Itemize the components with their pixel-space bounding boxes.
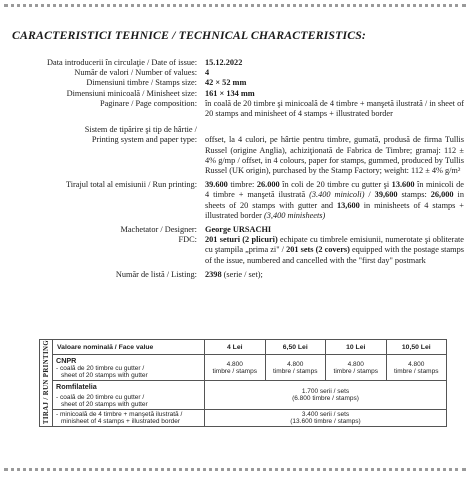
spec-value: 39.600 timbre: 26.000 în coli de 20 timbre cu gutter şi 13.600 în minicoli de 4 timbre + manşetă ilustrată (3.400 minicoli) / 39,600 stamps: 26,000 in sheets of 20 stamps with gutter and 13,600 in minisheets of 4 stamps + illustrated border (3,400 minisheets)	[205, 180, 464, 220]
spec-row-listing	[8, 270, 464, 280]
spec-label: Machetator / Designer:	[120, 225, 197, 235]
table-row	[40, 355, 447, 381]
table-row	[40, 381, 447, 394]
spec-label: FDC:	[178, 235, 197, 245]
spec-row-values	[8, 68, 464, 78]
spec-value: George URSACHI	[205, 225, 272, 235]
spec-value: offset, la 4 culori, pe hârtie pentru timbre, gumată, produsă de firma Tullis Russel (origine Anglia), achiziţionată de Fabrica de Timbre; gramaj: 112 ± 4% g/mp / offset, in 4 colours, paper for stamps, gummed, produced by Tullis Russel (UK origin), purchased by the Stamp Factory; weight: 112 ± 4% g/m²	[205, 135, 464, 176]
spec-value: 42 × 52 mm	[205, 78, 247, 88]
spec-row-page-composition	[8, 99, 464, 119]
romfilatelia-sheet-desc: - coală de 20 timbre cu gutter / sheet of 20 stamps with gutter	[53, 393, 205, 410]
spec-label: Data introducerii în circulaţie / Date of issue:	[47, 58, 197, 67]
spec-label: Tirajul total al emisiunii / Run printing:	[65, 180, 197, 190]
table-header-row	[40, 340, 447, 355]
spec-row-stamp-size	[8, 78, 464, 88]
table-cell: 4.800 timbre / stamps	[265, 355, 326, 381]
value-header: 6,50 Lei	[265, 340, 326, 355]
page-title: CARACTERISTICI TEHNICE / TECHNICAL CHARACTERISTICS:	[12, 28, 367, 42]
spec-label: Număr de listă / Listing:	[115, 269, 197, 279]
top-dotted-border	[4, 4, 466, 7]
spec-value: în coală de 20 timbre şi minicoală de 4 timbre + manşetă ilustrată / in sheet of 20 stamps and minisheet of 4 stamps + illustrated border	[205, 98, 464, 119]
spec-label: Sistem de tipărire şi tip de hârtie /	[84, 125, 197, 135]
bottom-dotted-border	[4, 468, 466, 471]
table-row	[40, 410, 447, 427]
spec-label: Paginare / Page composition:	[99, 98, 197, 108]
value-header: 10,50 Lei	[386, 340, 447, 355]
table-cell: 4.800 timbre / stamps	[326, 355, 387, 381]
spec-value: 201 seturi (2 plicuri) echipate cu timbrele emisiunii, numerotate şi obliterate cu ştampila „prima zi" / 201 sets (2 covers) equipped with the postage stamps of the issue, numbered and cancelled with the "first day" postmark	[205, 235, 464, 265]
spec-row-minisheet-size	[8, 89, 464, 99]
spec-row-designer	[8, 225, 464, 235]
spec-row-fdc	[8, 235, 464, 266]
table-cell: 4.800 timbre / stamps	[386, 355, 447, 381]
spec-row-date	[8, 58, 464, 68]
spec-label: Număr de valori / Number of values:	[74, 68, 197, 78]
spec-label: Printing system and paper type:	[91, 135, 197, 145]
face-value-header: Valoare nominală / Face value	[53, 340, 205, 355]
cnpr-desc: - coală de 20 timbre cu gutter /	[56, 365, 145, 372]
table-cell: 3.400 serii / sets (13.600 timbre / stamps)	[205, 410, 447, 427]
run-printing-table	[39, 339, 447, 444]
value-header: 10 Lei	[326, 340, 387, 355]
value-header: 4 Lei	[205, 340, 266, 355]
spec-row-printing	[8, 135, 464, 176]
spec-value: 2398 (serie / set);	[205, 269, 263, 279]
side-label: TIRAJ / RUN PRINTING	[42, 340, 50, 425]
spec-label: Dimensiuni timbre / Stamps size:	[86, 78, 197, 88]
cnpr-desc-en: sheet of 20 stamps with gutter	[61, 372, 148, 379]
side-label-cell	[40, 340, 53, 427]
table-cell: 1.700 serii / sets (6.800 timbre / stamps)	[205, 381, 447, 410]
spec-row-printing-label	[8, 125, 464, 135]
cnpr-title: CNPR	[56, 356, 77, 365]
spec-row-run-printing	[8, 180, 464, 221]
specs-list	[8, 58, 464, 280]
spec-value: 4	[205, 68, 210, 78]
table-cell: 4.800 timbre / stamps	[205, 355, 266, 381]
spec-label: Dimensiuni minicoală / Minisheet size:	[66, 88, 197, 98]
cnpr-cell	[53, 355, 205, 381]
romfilatelia-minisheet-desc: - minicoală de 4 timbre + manşetă ilustrată / minisheet of 4 stamps + illustrated border	[53, 410, 205, 427]
romfilatelia-title: Romfilatelia	[53, 381, 205, 394]
run-printing-grid	[39, 339, 447, 427]
spec-value: 15.12.2022	[205, 58, 243, 67]
spec-value: 161 × 134 mm	[205, 88, 255, 98]
